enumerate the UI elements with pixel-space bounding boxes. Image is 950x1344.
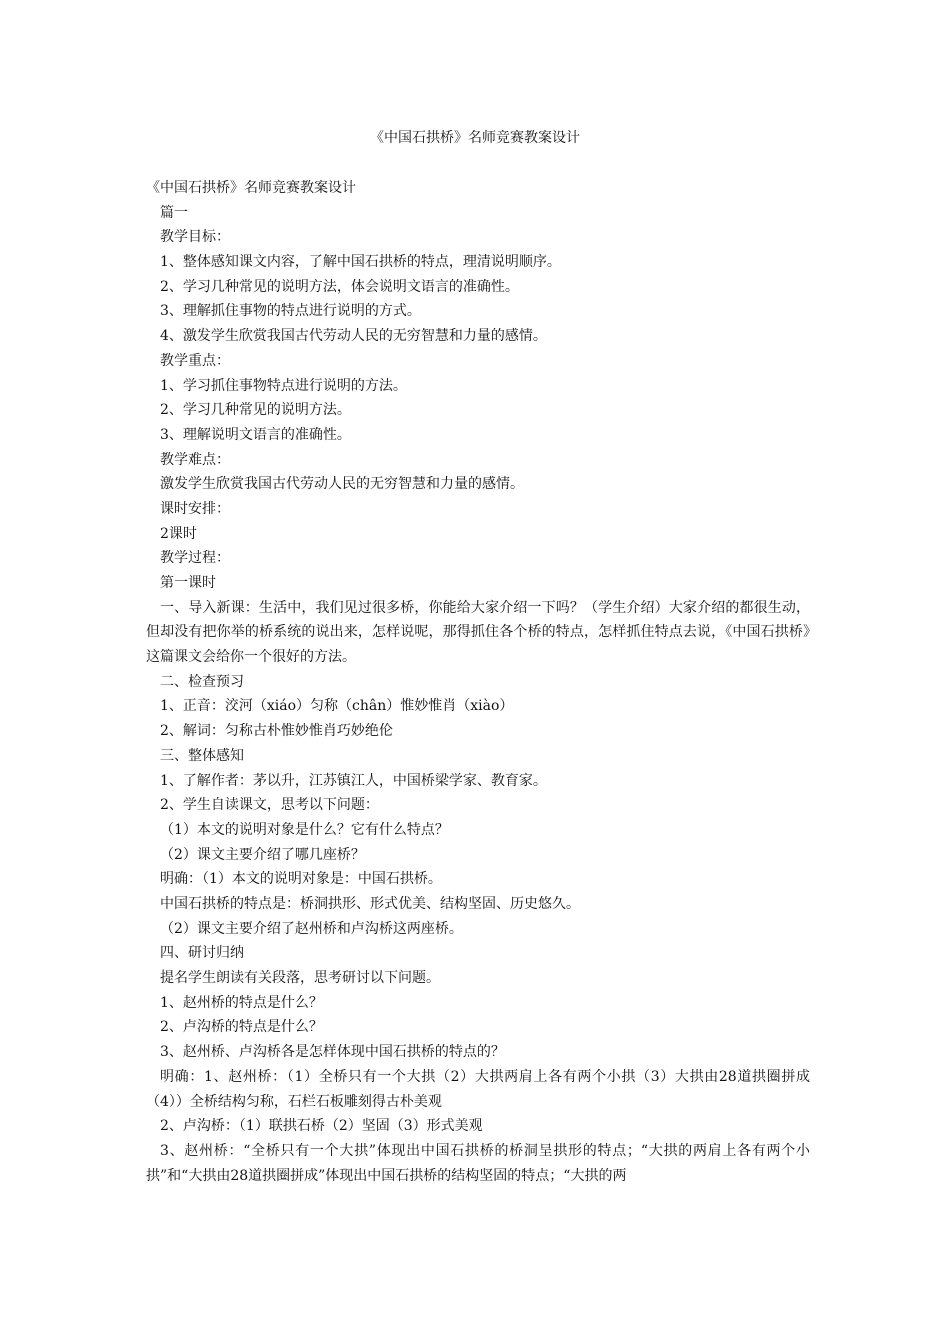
text-line: 激发学生欣赏我国古代劳动人民的无穷智慧和力量的感情。 [160,476,524,493]
text-line: 3、赵州桥、卢沟桥各是怎样体现中国石拱桥的特点的？ [160,1044,505,1061]
text-line: 四、研讨归纳 [160,945,244,962]
text-line: 2、学习几种常见的说明方法。 [160,402,351,419]
text-line: 1、整体感知课文内容，了解中国石拱桥的特点，理清说明顺序。 [160,254,561,271]
text-line: （2）课文主要介绍了哪几座桥？ [160,846,365,863]
text-line: 教学过程： [160,550,230,567]
text-line: 2、解词：匀称古朴惟妙惟肖巧妙绝伦 [160,723,393,740]
text-line: 3、理解抓住事物的特点进行说明的方式。 [160,303,421,320]
document-body [146,176,810,1188]
paragraph: 明确：1、赵州桥：（1）全桥只有一个大拱（2）大拱两肩上各有两个小拱（3）大拱由28道拱圈拼成（4））全桥结构匀称，石栏石板雕刻得古朴美观 [146,1068,810,1110]
text-line: 2课时 [160,525,197,542]
text-line: 2、卢沟桥：（1）联拱石桥（2）坚固（3）形式美观 [160,1118,483,1135]
text-line: 教学重点： [160,352,230,369]
text-line: 教学目标： [160,229,230,246]
text-line: （1）本文的说明对象是什么？它有什么特点？ [160,821,449,838]
page-title: 《中国石拱桥》名师竞赛教案设计 [370,130,580,146]
text-line: 4、激发学生欣赏我国古代劳动人民的无穷智慧和力量的感情。 [160,328,547,345]
text-line: 2、卢沟桥的特点是什么？ [160,1019,323,1036]
text-line: 3、理解说明文语言的准确性。 [160,426,351,443]
text-line: 1、赵州桥的特点是什么？ [160,994,323,1011]
text-line: 教学难点： [160,451,230,468]
text-line: 三、整体感知 [160,747,244,764]
text-line: 明确：（1）本文的说明对象是：中国石拱桥。 [160,871,442,888]
text-line: 提名学生朗读有关段落，思考研讨以下问题。 [160,970,440,987]
text-line: 1、了解作者：茅以升，江苏镇江人，中国桥梁学家、教育家。 [160,772,547,789]
text-line: 课时安排： [160,500,230,517]
text-line: 2、学生自读课文，思考以下问题： [160,797,379,814]
text-line: 第一课时 [160,575,216,591]
text-line: 中国石拱桥的特点是：桥洞拱形、形式优美、结构坚固、历史悠久。 [160,895,580,912]
text-line: 《中国石拱桥》名师竞赛教案设计 [146,180,356,196]
text-line: 2、学习几种常见的说明方法，体会说明文语言的准确性。 [160,278,519,295]
paragraph: 3、赵州桥：“全桥只有一个大拱”体现出中国石拱桥的桥洞呈拱形的特点；“大拱的两肩上各有两个小拱”和“大拱由28道拱圈拼成”体现出中国石拱桥的结构坚固的特点；“大拱的两 [146,1142,810,1184]
paragraph: 一、导入新课：生活中，我们见过很多桥，你能给大家介绍一下吗？（学生介绍）大家介绍的都很生动，但却没有把你举的桥系统的说出来，怎样说呢，那得抓住各个桥的特点，怎样抓住特点去说，《中国石拱桥》这篇课文会给你一个很好的方法。 [146,599,810,666]
text-line: 二、检查预习 [160,673,244,690]
text-line: （2）课文主要介绍了赵州桥和卢沟桥这两座桥。 [160,920,463,937]
text-line: 1、学习抓住事物特点进行说明的方法。 [160,377,407,394]
text-line: 篇一 [160,204,188,221]
text-line: 1、正音：洨河（xiáo）匀称（chân）惟妙惟肖（xiào） [160,698,514,715]
